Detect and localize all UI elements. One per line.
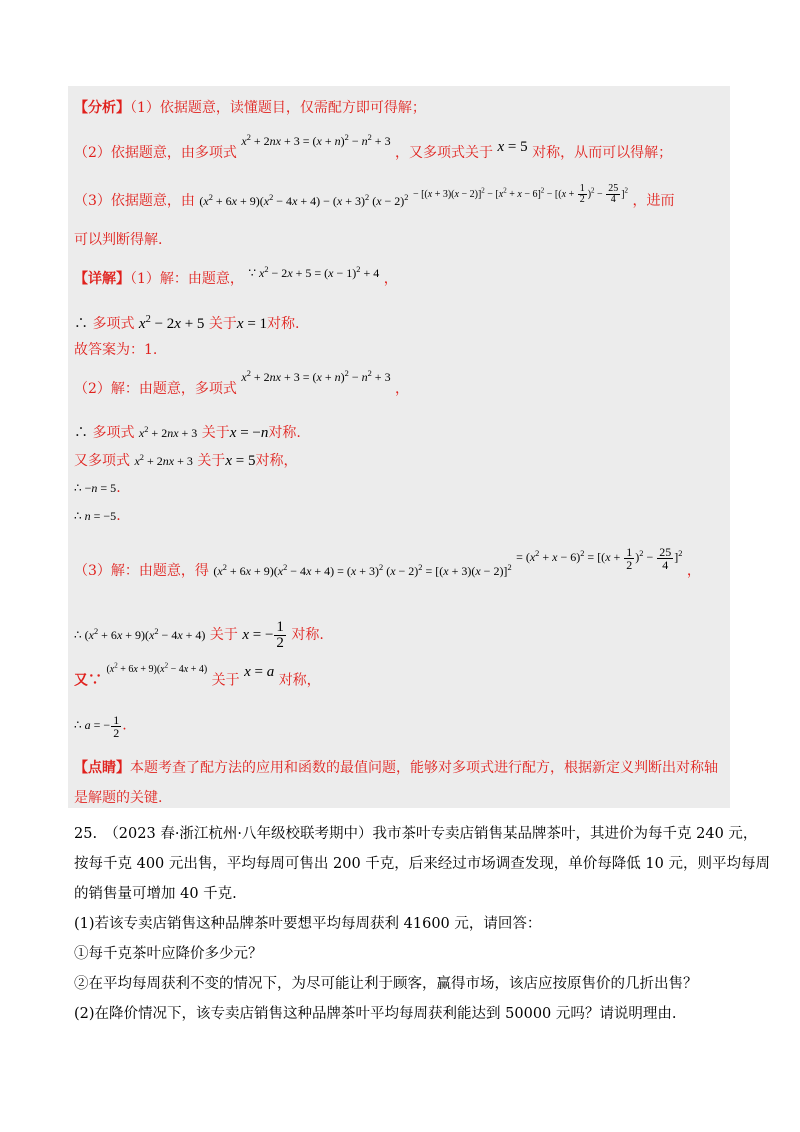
question-line-2: 按每千克 400 元出售，平均每周可售出 200 千克，后来经过市场调查发现，单价每降低 10 元，则平均每周 bbox=[74, 856, 770, 872]
analysis-line-1 bbox=[74, 98, 426, 118]
detail-line-10: 又∵ $^{(x^2 + 6x + 9)(x^2 - 4x + 4)}$ 关于 x = a 对称， bbox=[74, 662, 321, 689]
analysis-part-3-formula: $(x^2 + 6x + 9)(x^2 - 4x + 4) - (x + 3)^2$ $(x - 2)^2$ bbox=[199, 193, 409, 208]
detail-line-8: （3）解：由题意，得 $(x^2 + 6x + 9)(x^2 - 4x + 4) = (x + 3)^2$ $(x - 2)^2 = [(x + 3)(x - 2)]^2 = (x^2 + x - 6)^2 = [(x$ + $\frac{1}{2}$ )$^2$ − $\frac{25}{4}$ ]$^2$ ， bbox=[74, 544, 701, 579]
detail-line-3: （2）解：由题意，多项式 $x^2 + 2nx + 3 = (x + n)^2 - n^2 + 3$ ， bbox=[74, 369, 410, 397]
analysis-part-2-formula: $x^2 + 2nx + 3 = (x + n)^2 - n^2 + 3$ bbox=[241, 133, 391, 148]
analysis-line-3: （3）依据题意，由 $(x^2 + 6x + 9)(x^2 - 4x + 4) - (x + 3)^2$ $(x - 2)^2$ $^{- [(x + 3)(x - 2)]^2 - [x^2 + x - 6]^2 - [(x + \frac{1}{2} )^2 - \frac{25}{4} ]^2}$ ，进而 bbox=[74, 183, 675, 209]
comment-line-2: 是解题的关键. bbox=[74, 790, 163, 806]
detail-line-4: ∴ 多项式 $x^2 + 2nx + 3$ 关于x = −n对称. bbox=[74, 425, 301, 441]
detail-line-11: ∴ a = − $\frac{1}{2}$ . bbox=[74, 713, 127, 740]
comment-line-1: 【点睛】本题考查了配方法的应用和函数的最值问题，能够对多项式进行配方，根据新定义判断出对称轴 bbox=[74, 760, 718, 776]
question-line-3: 的销售量可增加 40 千克. bbox=[74, 886, 237, 902]
detail-tag: 【详解】 bbox=[74, 271, 130, 287]
detail-line-5: 又多项式 $x^2 + 2nx + 3$ 关于x = 5对称， bbox=[74, 453, 298, 469]
question-line-1: 25. （2023 春·浙江杭州·八年级校联考期中）我市茶叶专卖店销售某品牌茶叶，其进价为每千克 240 元， bbox=[74, 826, 758, 842]
analysis-part-1: （1）依据题意，读懂题目，仅需配方即可得解； bbox=[130, 100, 426, 116]
detail-line-7: ∴ n = −5. bbox=[74, 508, 121, 524]
detail-1-formula: ∵ $x^2 - 2x + 5 = (x - 1)^2 + 4$ bbox=[248, 265, 380, 280]
question-line-5: ①每千克茶叶应降价多少元？ bbox=[74, 946, 263, 962]
analysis-line-2: （2）依据题意，由多项式 $x^2 + 2nx + 3 = (x + n)^2 - n^2 + 3$ ，又多项式关于 x = 5 对称，从而可以得解； bbox=[74, 133, 673, 161]
detail-line-9: ∴ $(x^2 + 6x + 9)(x^2 - 4x + 4)$ 关于 x = − $\frac{1}{2}$ 对称. bbox=[74, 619, 324, 651]
question-line-6: ②在平均每周获利不变的情况下，为尽可能让利于顾客，赢得市场，该店应按原售价的几折出售？ bbox=[74, 976, 698, 992]
analysis-line-4: 可以判断得解. bbox=[74, 232, 163, 248]
analysis-part-2-axis: x = 5 bbox=[497, 139, 528, 155]
detail-3-formula: $(x^2 + 6x + 9)(x^2 - 4x + 4) = (x + 3)^2$ $(x - 2)^2 = [(x + 3)(x - 2)]^2$ bbox=[213, 563, 512, 578]
detail-line-2: ∴ 多项式 $x^2 - 2x + 5$ 关于x = 1对称. bbox=[74, 314, 300, 332]
detail-answer-1: 故答案为：1. bbox=[74, 342, 158, 358]
detail-line-6: ∴ −n = 5. bbox=[74, 480, 121, 496]
question-line-4: (1)若该专卖店销售这种品牌茶叶要想平均每周获利 41600 元，请回答： bbox=[74, 916, 542, 932]
analysis-part-2-text: （2）依据题意，由多项式 bbox=[74, 145, 237, 161]
comment-tag: 【点睛】 bbox=[74, 760, 130, 776]
question-line-7: (2)在降价情况下，该专卖店销售这种品牌茶叶平均每周获利能达到 50000 元吗？请说明理由. bbox=[74, 1006, 677, 1022]
analysis-tag: 【分析】 bbox=[74, 100, 130, 116]
detail-line-1: 【详解】（1）解：由题意， ∵ $x^2 - 2x + 5 = (x - 1)^2 + 4$ ， bbox=[74, 265, 398, 287]
detail-2-formula: $x^2 + 2nx + 3 = (x + n)^2 - n^2 + 3$ bbox=[241, 369, 391, 384]
analysis-part-3-text: （3）依据题意，由 bbox=[74, 193, 195, 209]
